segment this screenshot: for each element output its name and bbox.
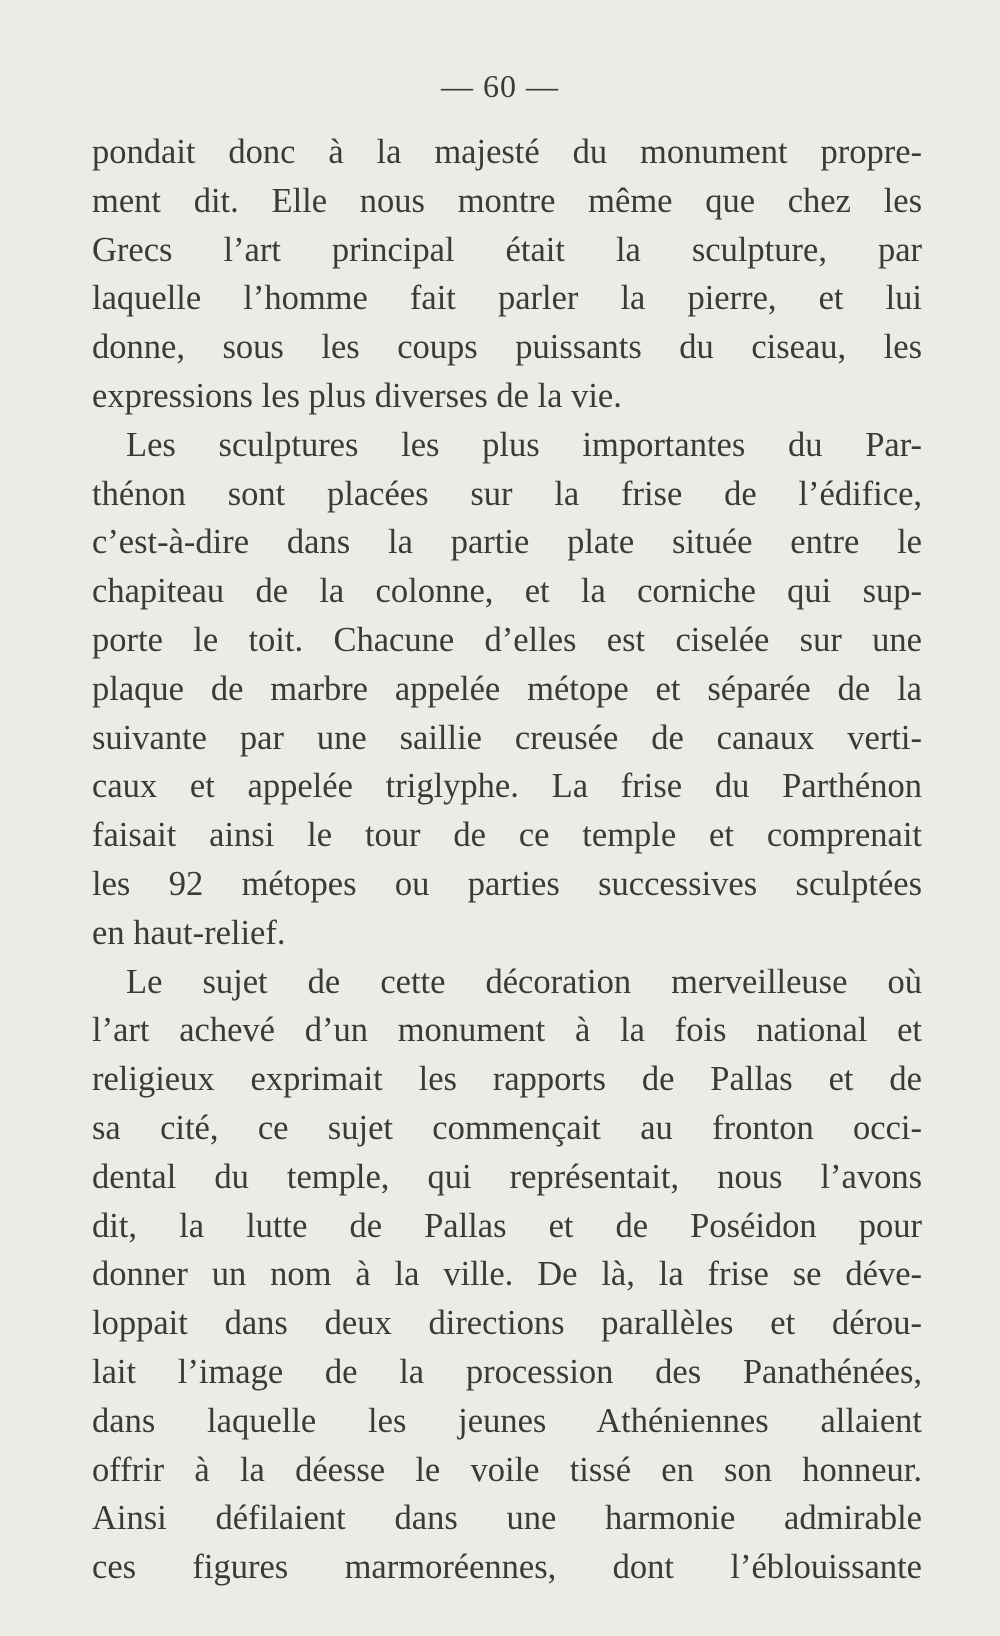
text-run: Grecs l’art principal était la sculpture, par: [92, 230, 922, 269]
text-line: [92, 1299, 922, 1348]
text-line: [92, 372, 922, 421]
text-line: [92, 177, 922, 226]
text-line: [92, 762, 922, 811]
text-line: [92, 128, 922, 177]
text-line: [92, 323, 922, 372]
text-line: [92, 567, 922, 616]
text-line: [92, 470, 922, 519]
text-line: [92, 274, 922, 323]
text-line: [92, 616, 922, 665]
text-run: Ainsi défilaient dans une harmonie admirable: [92, 1499, 922, 1538]
text-run: La frise du Parthénon: [518, 767, 922, 806]
text-run: thénon sont placées sur la: [92, 474, 621, 513]
body-text: [92, 128, 922, 1592]
text-run: loppait dans deux directions parallèles et dérou-: [92, 1304, 922, 1343]
text-line: [92, 1153, 922, 1202]
italic-term: frise: [620, 474, 683, 513]
page-number: — 60 —: [441, 68, 559, 104]
text-run: dit, la lutte de Pallas et de Poséidon pour: [92, 1206, 922, 1245]
text-line: [92, 1494, 922, 1543]
text-line: [92, 665, 922, 714]
text-run: laquelle l’homme fait parler la pierre, et lui: [92, 279, 922, 318]
text-run: porte le toit. Chacune d’elles est ciselée sur une: [92, 620, 922, 659]
text-line: [92, 1006, 922, 1055]
text-run: en haut-relief.: [92, 913, 286, 952]
text-run: faisait ainsi le tour de ce temple et comprenait: [92, 816, 922, 855]
text-run: de l’édifice,: [682, 474, 923, 513]
text-line: [92, 226, 922, 275]
text-line: [92, 958, 922, 1007]
text-run: offrir à la déesse le voile tissé en son honneur.: [92, 1450, 922, 1489]
text-line: [92, 714, 922, 763]
text-run: ces figures marmoréennes, dont l’éblouissante: [92, 1548, 922, 1587]
text-line: [92, 1446, 922, 1495]
text-line: [92, 1055, 922, 1104]
text-run: ment dit. Elle nous montre même que chez les: [92, 181, 922, 220]
text-line: [92, 1543, 922, 1592]
text-line: [92, 421, 922, 470]
text-line: [92, 1250, 922, 1299]
text-line: [92, 1348, 922, 1397]
italic-term: métope: [527, 669, 629, 708]
text-run: plaque de marbre appelée: [92, 669, 528, 708]
text-run: dans laquelle les jeunes Athéniennes allaient: [92, 1401, 922, 1440]
text-run: lait l’image de la procession des Panathénées,: [92, 1352, 922, 1391]
text-run: caux et appelée: [92, 767, 386, 806]
italic-term: triglyphe.: [385, 767, 519, 806]
text-run: donne, sous les coups puissants du ciseau, les: [92, 328, 922, 367]
text-run: pondait donc à la majesté du monument propre-: [92, 133, 922, 171]
text-run: et séparée de la: [628, 669, 922, 708]
text-run: suivante par une saillie creusée de canaux verti-: [92, 718, 922, 757]
text-run: donner un nom à la ville. De là, la frise se déve-: [92, 1255, 922, 1294]
text-run: l’art achevé d’un monument à la fois national et: [92, 1011, 922, 1050]
text-run: expressions les plus diverses de la vie.: [92, 376, 622, 415]
text-run: c’est-à-dire dans la partie plate située entre le: [92, 523, 922, 562]
text-run: Le sujet de cette décoration merveilleuse où: [126, 962, 922, 1001]
text-line: [92, 811, 922, 860]
text-line: [92, 1202, 922, 1251]
text-run: chapiteau de la colonne, et la corniche qui sup-: [92, 572, 922, 611]
text-run: religieux exprimait les rapports de Pallas et de: [92, 1060, 922, 1099]
text-line: [92, 860, 922, 909]
text-line: [92, 518, 922, 567]
text-run: Les sculptures les plus importantes du Par-: [126, 425, 922, 464]
text-run: dental du temple, qui représentait, nous l’avons: [92, 1157, 922, 1196]
text-line: [92, 1104, 922, 1153]
text-run: les 92 métopes ou parties successives sculptées: [92, 864, 922, 903]
text-line: [92, 909, 922, 958]
text-line: [92, 1397, 922, 1446]
text-run: sa cité, ce sujet commençait au fronton occi-: [92, 1108, 922, 1147]
